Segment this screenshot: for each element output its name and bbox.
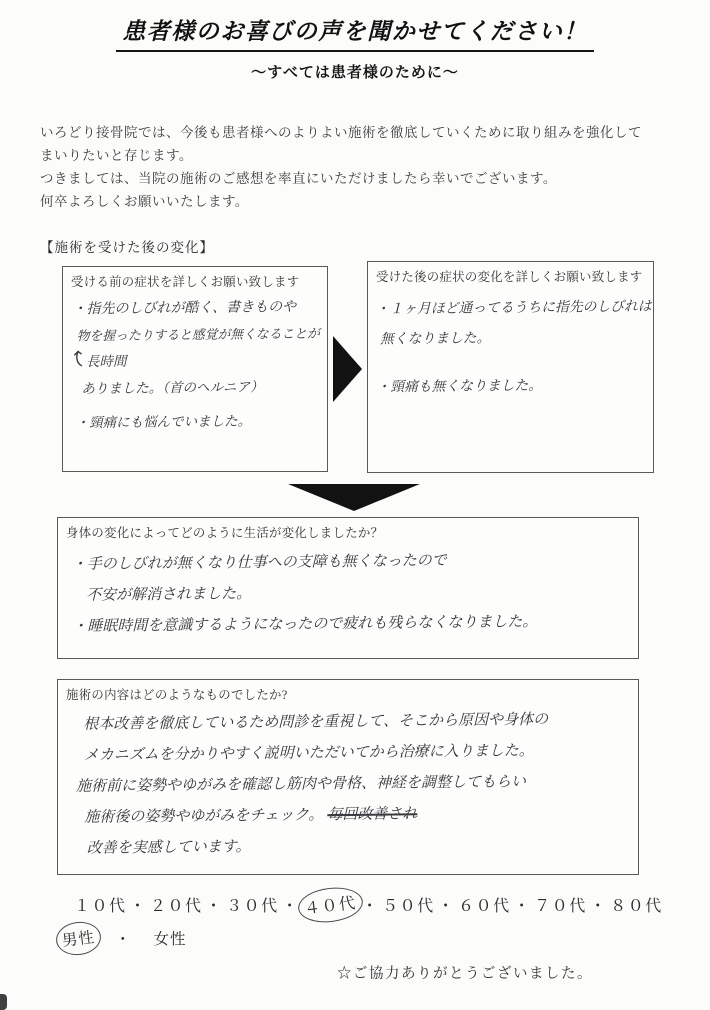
handwritten-line: ありました。（首のヘルニア） [81,379,264,397]
thanks-note: ☆ご協力ありがとうございました。 [337,966,593,982]
handwritten-line: 無くなりました。 [379,330,491,347]
age-option-60s: ６０代 [458,898,511,915]
life-change-box [57,517,639,659]
handwritten-line: ・頸痛にも悩んでいました。 [75,413,252,431]
handwritten-line: 施術前に姿勢やゆがみを確認し筋肉や骨格、神経を調整してもらい [75,774,527,795]
form-title: 患者様のお喜びの声を聞かせてください！ [116,13,594,52]
crossed-out-text: 毎回改善され [327,806,418,824]
handwritten-line: 物を握ったりすると感覚が無くなることが [76,326,320,344]
handwritten-line: 不安が解消されました。 [85,586,252,604]
intro-line: 何卒よろしくお願いいたします。 [40,194,249,209]
age-option-20s: ２０代 [150,898,203,915]
symptoms-after-box [367,261,654,473]
separator-dot: ・ [437,898,456,915]
gender-option-male-selected: 男性 [54,919,103,957]
treatment-content-header: 施術の内容はどのようなものでしたか? [66,688,288,702]
form-subtitle: ～すべては患者様のために～ [251,64,459,81]
handwritten-line: ・睡眠時間を意識するようになったので疲れも残らなくなりました。 [72,614,538,635]
age-option-80s: ８０代 [610,898,663,915]
age-option-50s: ５０代 [382,898,435,915]
handwritten-line: 根本改善を徹底しているため問診を重視して、そこから原因や身体の [83,711,549,733]
symptoms-before-box [62,266,328,472]
age-options-row [74,893,663,917]
separator-dot: ・ [115,931,132,948]
separator-dot: ・ [129,898,148,915]
separator-dot: ・ [513,898,532,915]
title-row [0,13,710,52]
age-option-30s: ３０代 [226,898,279,915]
life-change-header: 身体の変化によってどのように生活が変化しましたか？ [66,526,384,540]
inserted-word: 長時間 [85,353,127,370]
age-option-70s: ７０代 [534,898,587,915]
gender-options-row [60,927,187,950]
intro-line: いろどり接骨院では、今後も患者様へのよりよい施術を徹底していくために取り組みを強化して [40,125,642,140]
separator-dot: ・ [281,898,300,915]
handwritten-line: ・１ヶ月ほど通ってるうちに指先のしびれは [375,298,652,317]
intro-line: まいりたいと存じます。 [40,148,193,163]
treatment-content-box [57,679,639,875]
symptoms-before-answer [62,289,328,437]
symptoms-after-answer [367,284,653,403]
handwritten-line: ・指先のしびれが酷く、書きものや [72,299,297,318]
handwritten-line: メカニズムを分かりやすく説明いただいてから治療に入りました。 [83,743,534,764]
life-change-answer [57,538,638,643]
scan-edge-artifact [0,994,7,1010]
gender-option-female: 女性 [153,931,187,948]
separator-dot: ・ [361,898,380,915]
age-option-10s: １０代 [74,898,127,915]
symptoms-after-header: 受けた後の症状の変化を詳しくお願い致します [376,270,643,284]
separator-dot: ・ [205,898,224,915]
insertion-arrow-icon [73,350,83,377]
separator-dot: ・ [589,898,608,915]
handwritten-line: ・手のしびれが無くなり仕事への支障も無くなったので [71,552,447,573]
handwritten-line: ・頸痛も無くなりました。 [376,377,543,395]
handwritten-text: 施術後の姿勢やゆがみをチェック。 [84,807,324,826]
intro-line: つきましては、当院の施術のご感想を率直にいただけましたら幸いでございます。 [40,171,557,186]
treatment-content-answer [57,700,639,865]
intro-paragraph [40,121,675,213]
symptoms-before-header: 受ける前の症状を詳しくお願い致します [71,275,300,289]
age-option-40s-selected: ４０代 [296,884,364,926]
handwritten-line [73,347,323,377]
arrow-right-icon [333,336,362,402]
subtitle-row [0,61,710,82]
section-heading: 【施術を受けた後の変化】 [40,240,214,255]
handwritten-line: 改善を実感しています。 [86,839,251,857]
arrow-down-icon [288,484,420,511]
